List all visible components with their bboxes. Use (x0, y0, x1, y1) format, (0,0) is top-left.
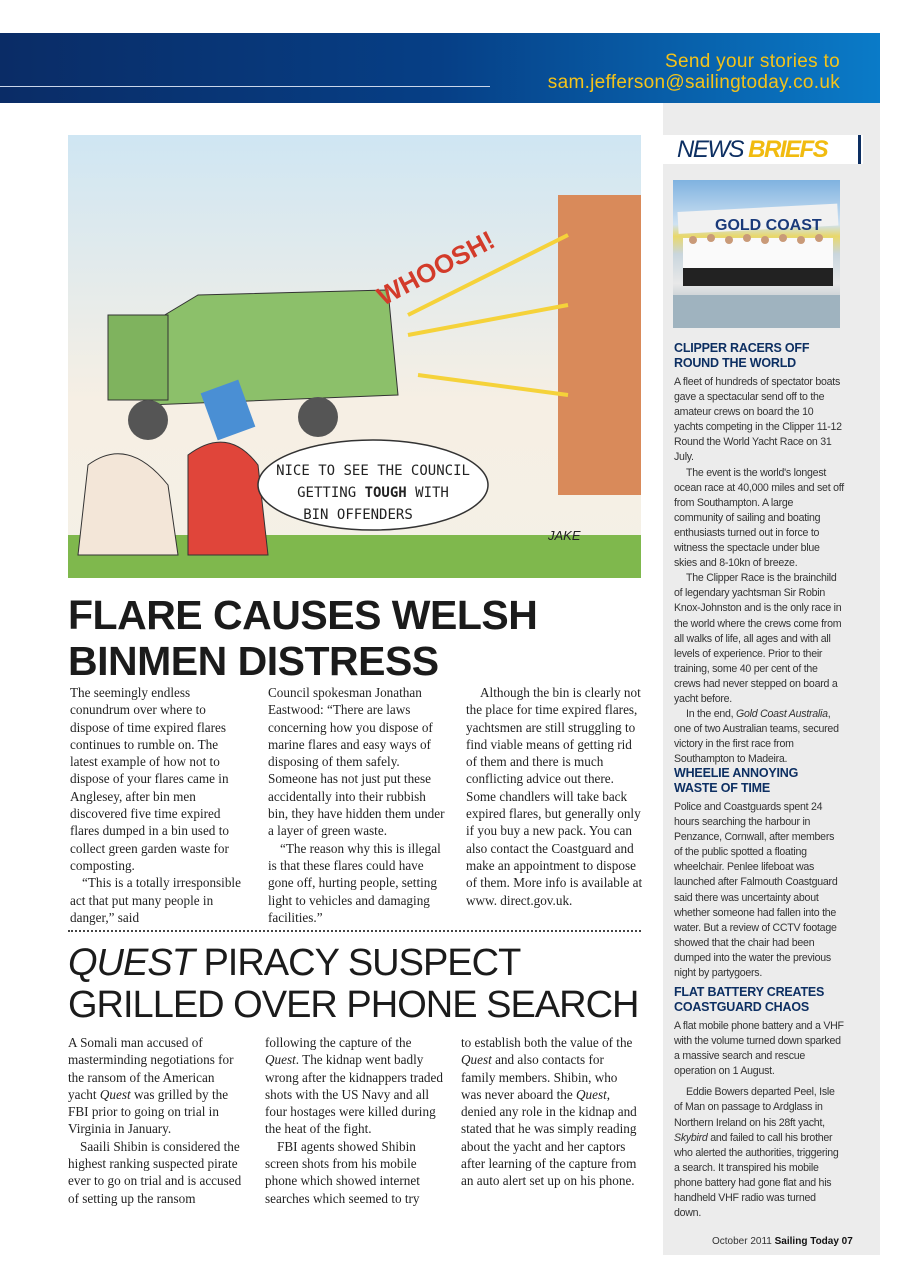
brief-paragraph (674, 1085, 844, 1221)
brief-paragraph: Police and Coastguards spent 24 hours searching the harbour in Penzance, Cornwall, after members of the public spotted a floating wheelchair. Penlee lifeboat was launched after Falmouth Coastguard said there was uncertainty about whether someone had fallen into the water. But a review of CCTV footage showed that the chair had been dumped into the water the previous night by partygoers. (674, 801, 838, 980)
body-paragraph: “The reason why this is illegal is that these flares could have gone off, hurting people, setting light to vehicles and damaging facilities.” (268, 840, 441, 925)
brief-paragraph: The event is the world's longest ocean race at 40,000 miles and set off from Southampton. A large community of sailing and boating enthusiasts turned out in force to witness the spectacle under blue skies and 8-10kn of breeze. (674, 466, 844, 570)
photo-banner-text: GOLD COAST (715, 217, 822, 234)
magazine-page: Sailing Today 07 (774, 1236, 853, 1247)
speech-line-3: BIN OFFENDERS (303, 507, 413, 523)
brief-clipper (674, 341, 844, 767)
bin-cartoon (68, 135, 641, 578)
headline-line: BINMEN DISTRESS (68, 638, 439, 684)
title-bar (858, 135, 861, 164)
article-1-column-1 (70, 684, 248, 926)
brief-flat-battery (674, 985, 844, 1221)
headline-text: PIRACY SUSPECT (193, 942, 521, 984)
headline-line (68, 942, 638, 984)
article-2-headline (68, 942, 638, 1026)
brief-paragraph: A flat mobile phone battery and a VHF with the volume turned down sparked a massive search and rescue operation on 1 August. (674, 1020, 844, 1078)
brief-wheelie (674, 766, 844, 981)
body-paragraph: The seemingly endless conundrum over where to dispose of time expired flares continues to rumble on. The latest example of how not to dispose of your flares came in Anglesey, after bin men discovered five time expired flares dumped in a bin used to collect green garden waste for composting. (70, 685, 229, 873)
news-briefs-title (663, 135, 863, 164)
cartoon-illustration (68, 135, 641, 578)
headline-yacht: QUEST (68, 942, 194, 984)
article-1-headline (68, 592, 537, 684)
clipper-crew-photo (673, 180, 840, 328)
crew-photo-illustration (673, 180, 840, 328)
body-paragraph (265, 1034, 443, 1138)
brief-paragraph (674, 707, 844, 767)
header-rule (0, 86, 490, 87)
text: , denied any role in the kidnap and stated that he was simply reading about the yacht and her captors after learning of the capture from an auto alert set up on his phone. (461, 1086, 637, 1189)
body-paragraph: Saaili Shibin is considered the highest ranking suspected pirate ever to go on trial and is accused of setting up the ransom (68, 1138, 242, 1206)
text: In the end, (686, 708, 737, 721)
yacht-name: Quest (99, 1086, 131, 1102)
whoosh-sfx: WHOOSH! (371, 224, 500, 312)
issue-date: October 2011 (712, 1236, 772, 1247)
submission-line: Send your stories to (665, 51, 840, 72)
text: . The kidnap went badly wrong after the kidnappers traded shots with the US Navy and all four hostages were killed during the heat of the fight. (265, 1052, 443, 1137)
article-1-column-2 (268, 684, 446, 926)
text: to establish both the value of the (461, 1035, 633, 1050)
body-paragraph: “This is a totally irresponsible act that put many people in danger,” said (70, 875, 241, 925)
headline-line: GRILLED OVER PHONE SEARCH (68, 984, 639, 1026)
yacht-name: Quest (461, 1052, 492, 1068)
brief-paragraph: A fleet of hundreds of spectator boats gave a spectacular send off to the amateur crews on board the 10 yachts competing in the Clipper 11-12 Round the World Yacht Race on 31 July. (674, 376, 842, 464)
brief-paragraph: The Clipper Race is the brainchild of legendary yachtsman Sir Robin Knox-Johnston and is the only race in the world where the crews come from all walks of life, all ages and with all levels of experience. Prior to their training, some 40 per cent of the crews had never stepped on board a yacht before. (674, 572, 842, 705)
speech-text: GETTING (297, 485, 365, 501)
body-paragraph: Council spokesman Jonathan Eastwood: “There are laws concerning how you dispose of marine flares and easy ways of disposing of them safely. Someone has not just put these accidentally into their rubbish bin, they have hidden them under a layer of green waste. (268, 685, 445, 839)
brief-title: CLIPPER RACERS OFF ROUND THE WORLD (674, 341, 810, 370)
speech-emphasis: TOUGH (364, 485, 407, 501)
yacht-name: Quest (575, 1086, 607, 1102)
speech-line-2 (297, 485, 449, 501)
text: following the capture of the (265, 1035, 412, 1050)
article-2-column-3 (461, 1034, 639, 1190)
brief-title: FLAT BATTERY CREATES COASTGUARD CHAOS (674, 985, 825, 1014)
header-banner (0, 33, 880, 103)
submission-email[interactable]: sam.jefferson@sailingtoday.co.uk (547, 72, 840, 93)
headline-line: FLARE CAUSES WELSH (68, 592, 538, 638)
article-1-column-3 (466, 684, 644, 909)
brief-title: WHEELIE ANNOYING WASTE OF TIME (674, 766, 799, 795)
article-2-column-1 (68, 1034, 246, 1207)
text: A Somali man accused of masterminding negotiations for the ransom of the American yacht (68, 1035, 234, 1102)
yacht-name: Gold Coast Australia (736, 708, 828, 721)
text: and failed to call his brother who alerted the authorities, triggering a search. It transpired his mobile phone battery had gone flat and his handheld VHF radio was turned down. (674, 1131, 839, 1220)
text: and also contacts for family members. Shibin, who was never aboard the (461, 1052, 618, 1102)
speech-text: WITH (406, 485, 449, 501)
text: Eddie Bowers departed Peel, Isle of Man on passage to Ardglass in Northern Ireland on his 28ft yacht, (674, 1086, 835, 1129)
article-divider (68, 930, 641, 932)
cartoonist-signature: JAKE (548, 528, 581, 543)
speech-line-1: NICE TO SEE THE COUNCIL (276, 463, 470, 479)
body-paragraph (461, 1034, 639, 1190)
title-news: NEWS (677, 136, 743, 163)
submission-note (548, 51, 840, 93)
body-paragraph (68, 1034, 246, 1138)
text: was grilled by the FBI prior to going on trial in Virginia in January. (68, 1086, 229, 1137)
body-paragraph: Although the bin is clearly not the place for time expired flares, yachtsmen are still struggling to find viable means of getting rid of them and there is much conflicting advice out there. Some chandlers will take back expired flares, but generally only if you buy a new pack. You can also contact the Coastguard and make an appointment to dispose of them. More info is available at www. direct.gov.uk. (466, 685, 643, 908)
title-briefs: BRIEFS (748, 136, 828, 163)
article-2-column-2 (265, 1034, 443, 1207)
page-footer (712, 1236, 853, 1247)
text: , one of two Australian teams, secured victory in the first race from Southampton to Madeira. (674, 708, 839, 766)
yacht-name: Quest (265, 1052, 296, 1068)
body-paragraph: FBI agents showed Shibin screen shots from his mobile phone which showed internet searches which seemed to try (265, 1138, 420, 1206)
yacht-name: Skybird (674, 1131, 708, 1144)
